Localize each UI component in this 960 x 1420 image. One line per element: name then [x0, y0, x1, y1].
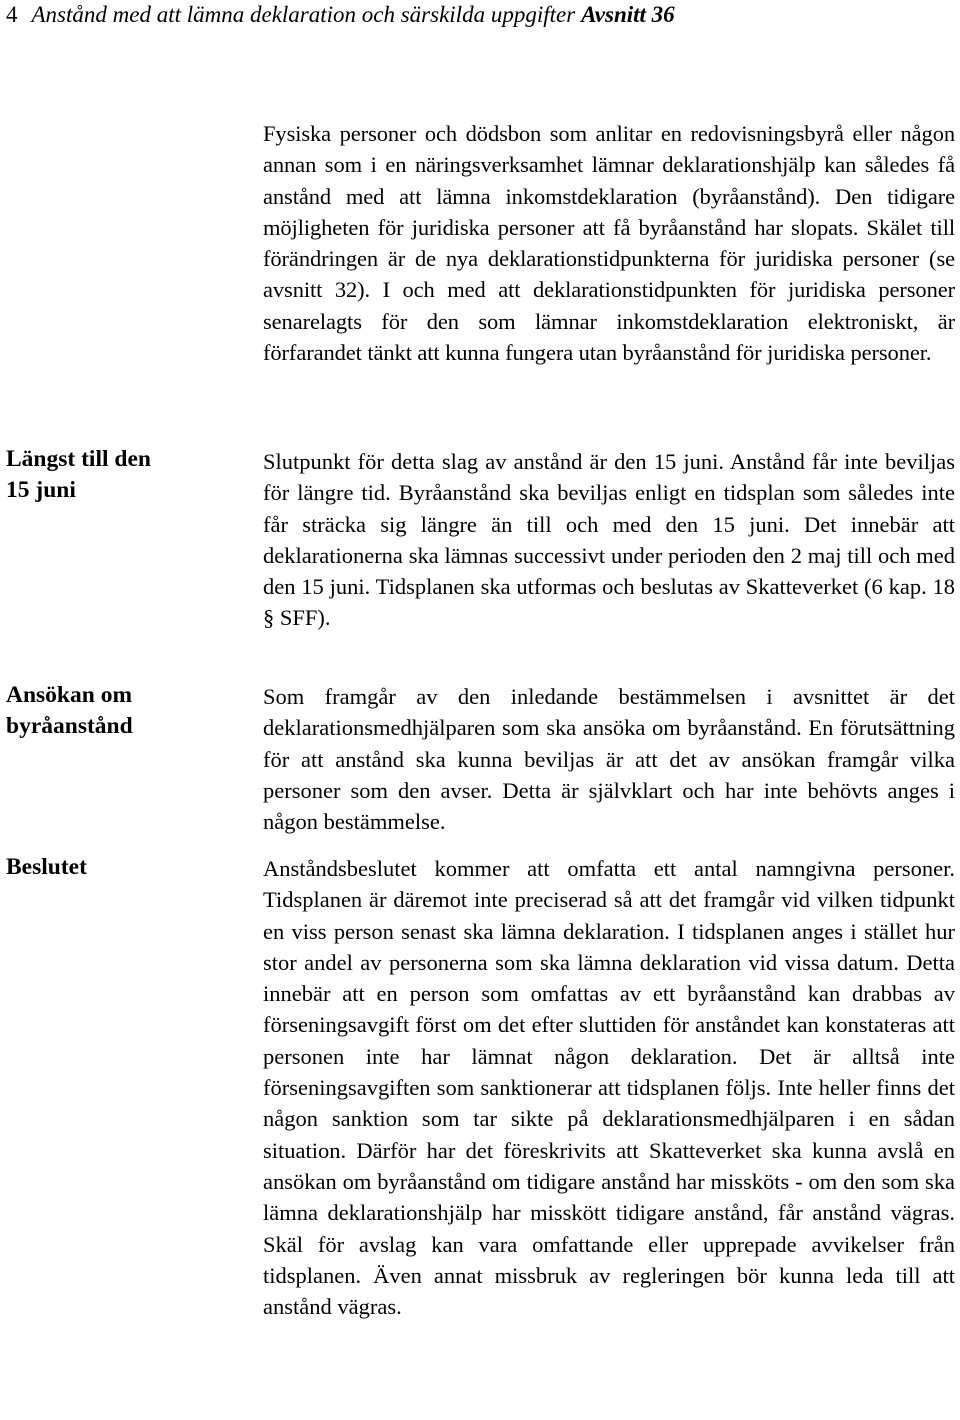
paragraph-decision: Anståndsbeslutet kommer att omfatta ett antal namngivna personer. Tidsplanen är däremot inte preciserad så att det framgår vid vilken tidpunkt en viss person senast ska lämna deklaration. I tidsplanen anges i stället hur stor andel av personerna som ska lämna deklaration vid vissa datum. Detta innebär att en person som omfattas av ett byråanstånd kan drabbas av förseningsavgift först om det efter sluttiden för anståndet kan konstateras att personen inte har lämnat någon deklaration. Det är alltså inte förseningsavgiften som sanktionerar att tidsplanen följs. Inte heller finns det någon sanktion som tar sikte på deklarationsmedhjälparen i en sådan situation. Därför har det föreskrivits att Skatteverket ska kunna avslå en ansökan om byråanstånd om tidigare anstånd har missköts - om den som ska lämna deklarationshjälp har misskött tidigare anstånd, får anstånd vägras. Skäl för avslag kan vara omfattande eller upprepade avvikelser från tidsplanen. Även annat missbruk av regleringen bör kunna leda till att anstånd vägras. — [263, 856, 955, 1320]
paragraph-application: Som framgår av den inledande bestämmelsen i avsnittet är det deklarationsmedhjälparen som ska ansöka om byråanstånd. En förutsättning för att anstånd ska kunna beviljas är att det av ansökan framgår vilka personer som den avser. Detta är självklart och har inte behövts anges i någon bestämmelse. — [263, 684, 955, 835]
margin-note-deadline: Längst till den 15 juni — [6, 446, 151, 503]
margin-note-decision: Beslutet — [6, 854, 87, 880]
page-header — [6, 0, 675, 30]
paragraph-deadline: Slutpunkt för detta slag av anstånd är den 15 juni. Anstånd får inte beviljas för längre tid. Byråanstånd ska beviljas enligt en tidsplan som således inte får sträcka sig längre än till och med den 15 juni. Det innebär att deklarationerna ska lämnas successivt under perioden den 2 maj till och med den 15 juni. Tidsplanen ska utformas och beslutas av Skatteverket (6 kap. 18 § SFF). — [263, 449, 955, 631]
margin-note-application: Ansökan om byråanstånd — [6, 682, 133, 739]
paragraph-byraanstand-intro: Fysiska personer och dödsbon som anlitar en redovisningsbyrå eller någon annan som i en näringsverksamhet lämnar deklarationshjälp kan således få anstånd med att lämna inkomstdeklaration (byråanstånd). Den tidigare möjligheten för juridiska personer att få byråanstånd har slopats. Skälet till förändringen är de nya deklarationstidpunkterna för juridiska personer (se avsnitt 32). I och med att deklarationstidpunkten för juridiska personer senarelagts för den som lämnar inkomstdeklaration elektroniskt, är förfarandet tänkt att kunna fungera utan byråanstånd för juridiska personer. — [263, 121, 955, 366]
section-label: Avsnitt 36 — [581, 2, 675, 27]
page-number: 4 — [6, 2, 18, 27]
chapter-title: Anstånd med att lämna deklaration och särskilda uppgifter — [31, 2, 576, 27]
